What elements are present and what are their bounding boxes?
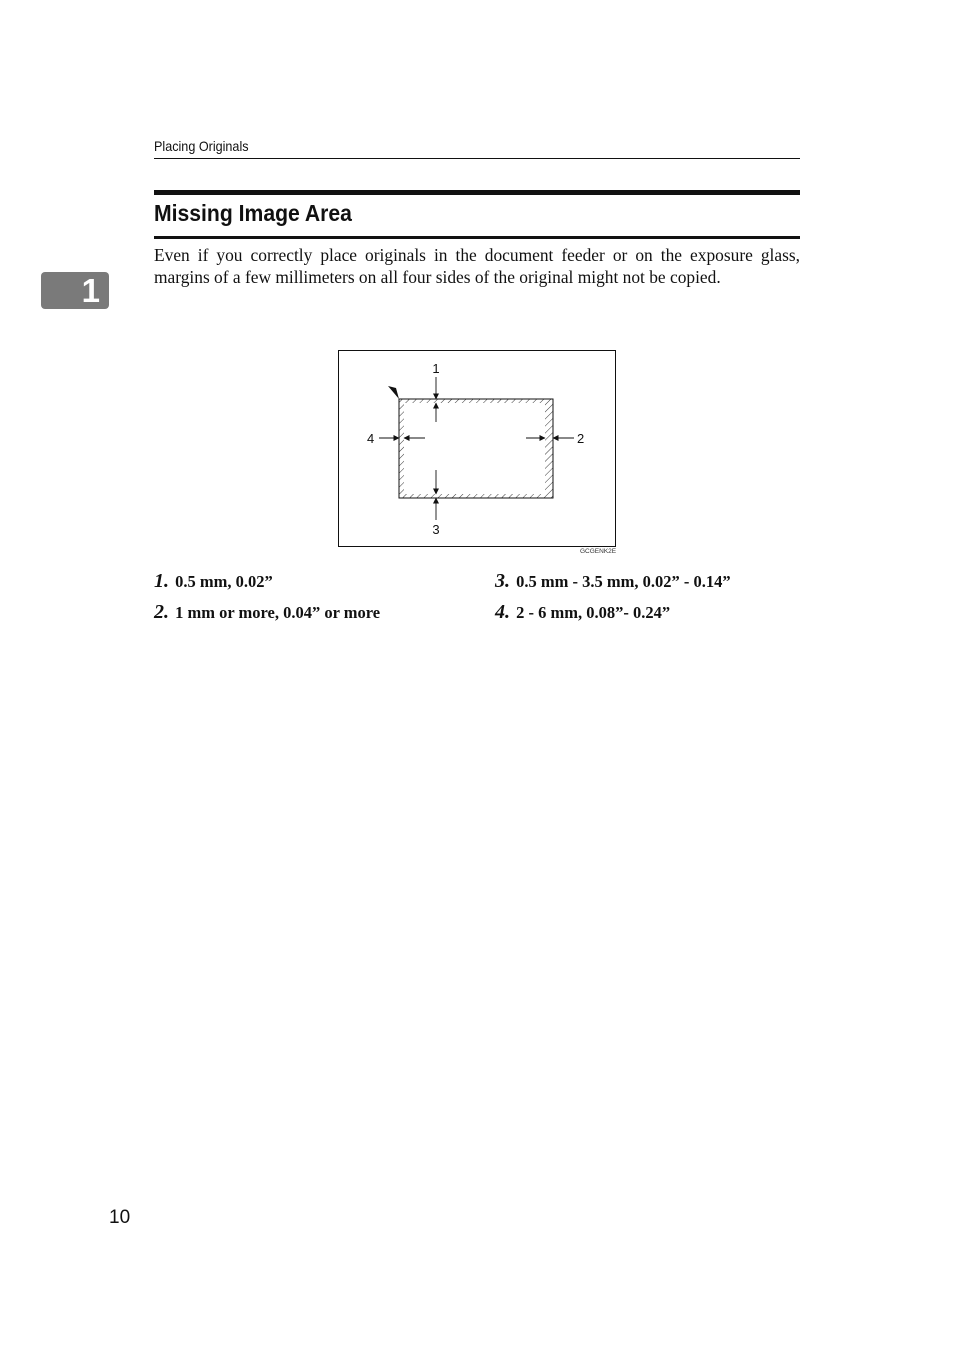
figure-label-3: 3 [432,522,440,537]
figure-label-4: 4 [367,431,375,446]
section-title: Missing Image Area [154,200,352,226]
legend-item-2 [154,601,380,624]
running-header: Placing Originals [154,138,249,154]
hatched-margin [399,399,553,498]
missing-area-diagram [338,350,616,547]
header-rule [154,158,800,159]
legend-item-3 [495,570,731,593]
original-outline [399,399,553,498]
figure-frame [339,351,616,547]
figure-code: GCGENK2E [580,548,617,555]
figure-label-2: 2 [577,431,585,446]
legend-number: 1. [154,570,169,592]
page-number: 10 [109,1207,131,1228]
title-rule-top [154,190,800,195]
section-body: Even if you correctly place originals in the document feeder or on the exposure glass, margins of a few millimeters on all four sides of the original might not be copied. [154,245,800,287]
title-rule-bottom [154,236,800,239]
legend-text: 1 mm or more, 0.04” or more [175,603,381,622]
legend-text: 0.5 mm, 0.02” [175,572,273,591]
legend-text: 2 - 6 mm, 0.08”- 0.24” [516,603,671,622]
legend-text: 0.5 mm - 3.5 mm, 0.02” - 0.14” [516,572,731,591]
legend-item-4 [495,601,670,624]
chapter-number: 1 [81,272,100,309]
legend-number: 3. [495,570,510,592]
figure-label-1: 1 [432,361,440,376]
feed-direction-mark [388,386,399,399]
legend-item-1 [154,570,273,593]
chapter-tab [41,272,109,309]
legend-number: 2. [154,601,169,623]
legend-number: 4. [495,601,510,623]
